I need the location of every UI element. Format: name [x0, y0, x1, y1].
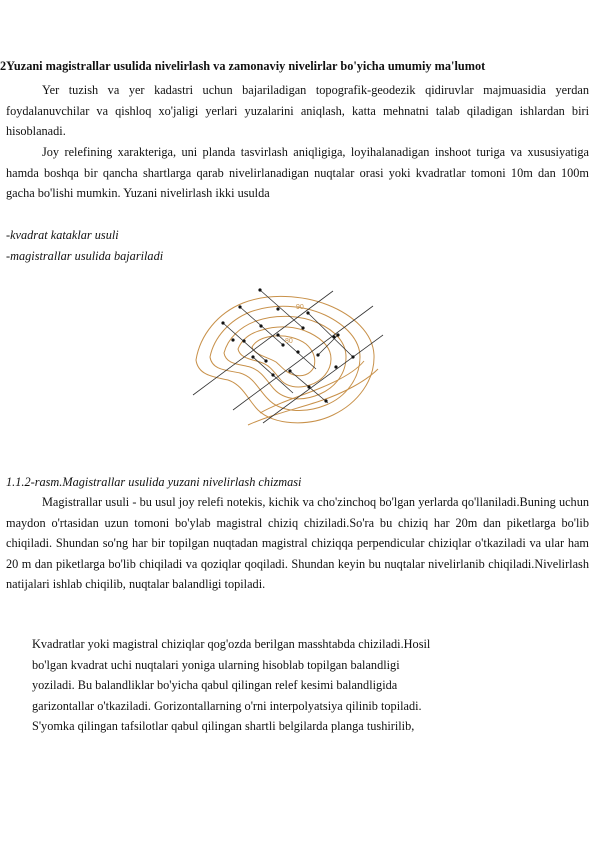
paragraph-1: Yer tuzish va yer kadastri uchun bajariladigan topografik-geodezik qidiruvlar majmuasidia yerdan foydalanuvchilar va qishloq xo'jaligi yerlari yuzalarini aniqlash, katta mehnatni talab qiladigan ishlardan biri hisoblanadi.	[6, 83, 589, 139]
section-heading: 2Yuzani magistrallar usulida nivelirlash va zamonaviy nivelirlar bo'yicha umumiy ma'lumot	[0, 59, 486, 73]
paragraph-2: Joy relefining xarakteriga, uni planda tasvirlash aniqligiga, loyihalanadigan inshoot turiga va xususiyatiga hamda boshqa bir qancha shartlarga qarab nivelirlanadigan nuqtalar orasi yoki kvadratlar tomoni 10m dan 100m gacha bo'lishi mumkin. Yuzani nivelirlash ikki usulda	[6, 145, 589, 201]
closing-text-block	[32, 634, 552, 737]
contour-label-mid: 80	[285, 338, 293, 345]
text-line: bo'lgan kvadrat uchi nuqtalari yoniga ularning hisoblab topilgan balandligi	[32, 657, 400, 672]
magistral-levelling-diagram	[188, 285, 388, 435]
text-line: yoziladi. Bu balandliklar bo'yicha qabul qilingan relef kesimi balandligida	[32, 678, 398, 693]
contour-label-top: 90	[296, 304, 304, 311]
list-item-magistral: -magistrallar usulida bajariladi	[6, 249, 164, 263]
figure-caption: 1.1.2-rasm.Magistrallar usulida yuzani nivelirlash chizmasi	[6, 475, 302, 489]
text-line: Kvadratlar yoki magistral chiziqlar qog'ozda berilgan masshtabda chiziladi.Hosil	[32, 637, 431, 651]
text-line: S'yomka qilingan tafsilotlar qabul qilingan shartli belgilarda planga tushirilib,	[32, 719, 415, 734]
paragraph-3: Magistrallar usuli - bu usul joy relefi notekis, kichik va cho'zinchoq bo'lgan yerlarda qo'llaniladi.Buning uchun maydon o'rtasidan uzun tomoni bo'ylab magistral chiziq chiziladi.So'ra bu chiziq har 20m dan piketlarga bo'lib chiqiladi. Shundan so'ng har bir topilgan nuqtadan magistral chiziqqa perpendicular chiziqlar o'tkaziladi va ular ham 20 m dan piketlarga bo'lib chiqiladi va qoziqlar qoqiladi. Shundan keyin bu nuqtalar nivelirlanib chiqiladi.Nivelirlash natijalari ishlab chiqilib, nuqtalar balandligi topiladi.	[6, 495, 589, 592]
list-item-squares: -kvadrat kataklar usuli	[6, 228, 119, 242]
text-line: garizontallar o'tkaziladi. Gorizontallarning o'rni interpolyatsiya qilinib topiladi.	[32, 698, 422, 713]
